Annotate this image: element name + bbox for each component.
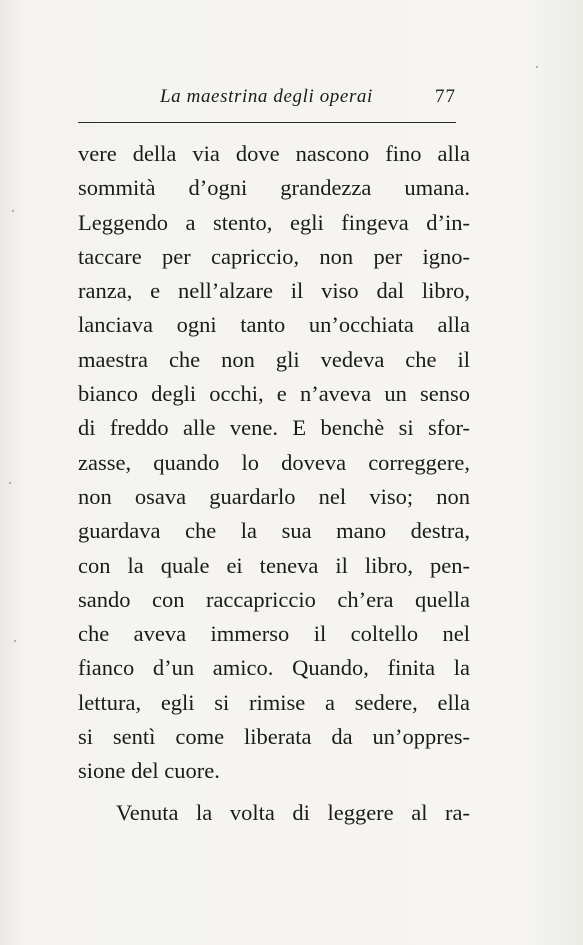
paper-speck (14, 640, 16, 642)
text-line: lanciava ogni tanto un’occhiata alla (78, 312, 470, 338)
paper-speck (12, 210, 14, 212)
text-line: che aveva immerso il coltello nel (78, 621, 470, 647)
header-rule (78, 122, 456, 123)
text-line: vere della via dove nascono fino alla (78, 141, 470, 166)
text-line: Leggendo a stento, egli fingeva d’in- (78, 209, 470, 235)
text-line: zasse, quando lo doveva correggere, (78, 449, 470, 475)
body-text (78, 137, 470, 830)
text-line: bianco degli occhi, e n’aveva un senso (78, 381, 470, 407)
page-header (78, 86, 456, 114)
text-line: fianco d’un amico. Quando, finita la (78, 655, 470, 681)
text-line: sommità d’ogni grandezza umana. (78, 175, 470, 201)
paper-speck (536, 66, 538, 68)
text-line: non osava guardarlo nel viso; non (78, 483, 470, 509)
text-line: lettura, egli si rimise a sedere, ella (78, 689, 470, 715)
running-title: La maestrina degli operai (160, 86, 373, 107)
text-line: taccare per capriccio, non per igno- (78, 243, 470, 269)
paper-speck (9, 482, 11, 484)
text-line: ranza, e nell’alzare il viso dal libro, (78, 278, 470, 304)
text-line: si sentì come liberata da un’oppres- (78, 724, 470, 750)
text-line: maestra che non gli vedeva che il (78, 346, 470, 372)
text-line: con la quale ei teneva il libro, pen- (78, 552, 470, 578)
text-line: di freddo alle vene. E benchè si sfor- (78, 415, 470, 441)
text-line: sando con raccapriccio ch’era quella (78, 586, 470, 612)
text-line: guardava che la sua mano destra, (78, 518, 470, 544)
text-line: Venuta la volta di leggere al ra- (116, 799, 470, 825)
page-number: 77 (435, 86, 456, 107)
text-line: sione del cuore. (78, 758, 220, 784)
